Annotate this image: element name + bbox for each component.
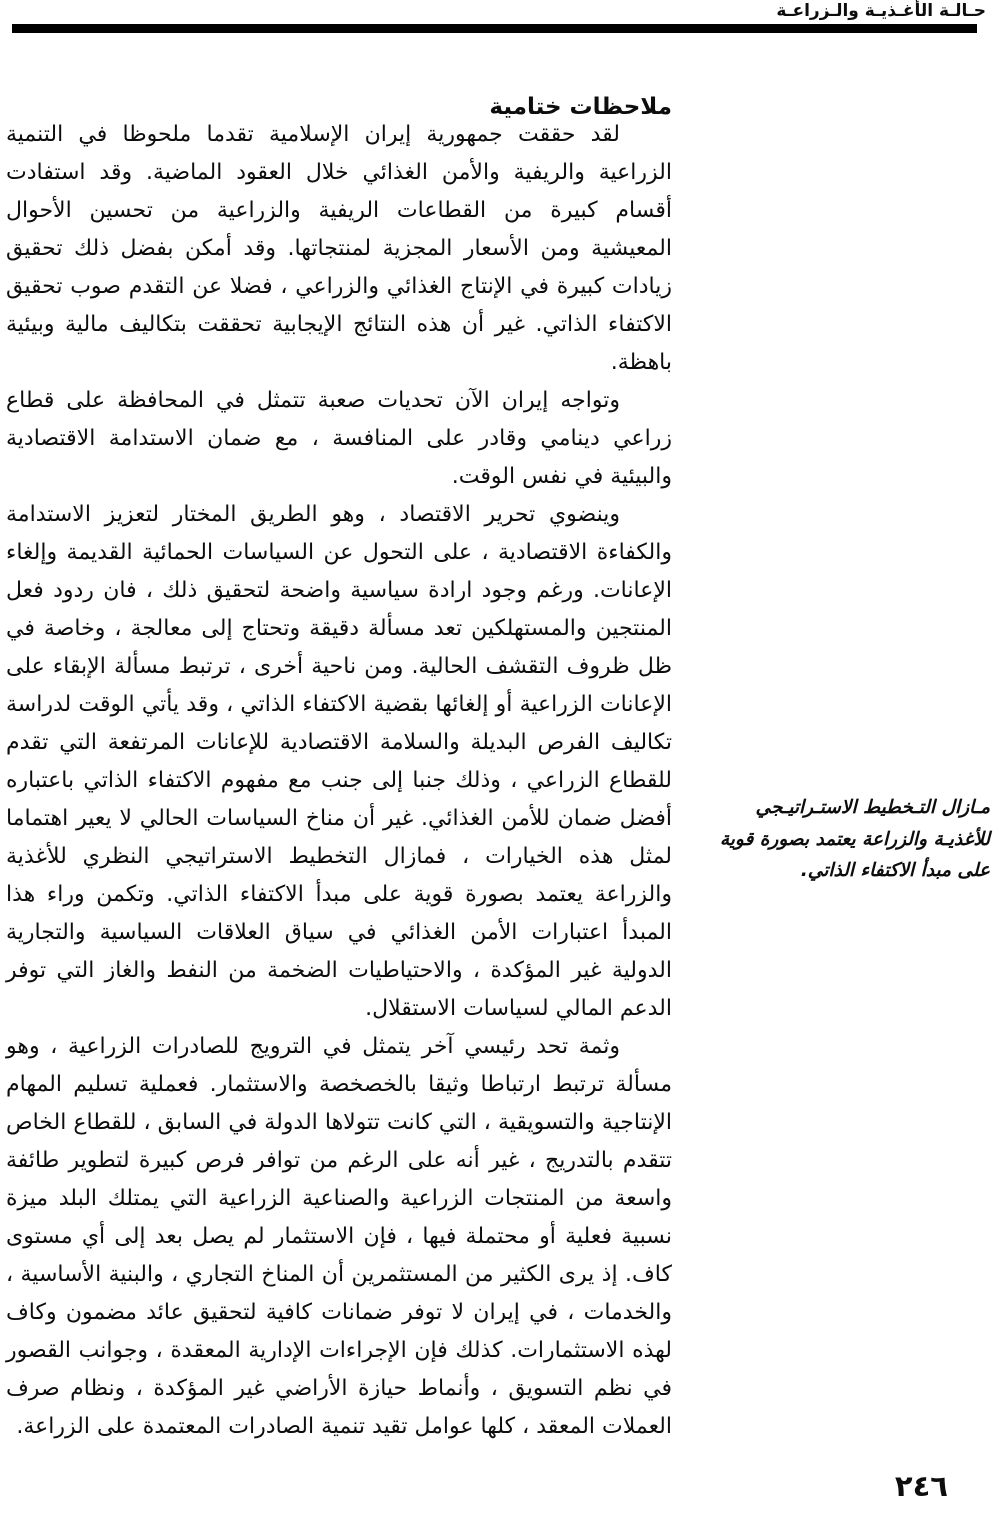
paragraph: وينضوي تحرير الاقتصاد ، وهو الطريق المختار لتعزيز الاستدامة والكفاءة الاقتصادية ، على التحول عن السياسات الحمائية القديمة وإلغاء الإعانات. ورغم وجود ارادة سياسية واضحة لتحقيق ذلك ، فان ردود فعل المنتجين والمستهلكين تعد مسألة دقيقة وتحتاج إلى معالجة ، وخاصة في ظل ظروف التقشف الحالية. ومن ناحية أخرى ، ترتبط مسألة الإبقاء على الإعانات الزراعية أو إلغائها بقضية الاكتفاء الذاتي ، وقد يأتي الوقت لدراسة تكاليف الفرص البديلة والسلامة الاقتصادية للإعانات المرتفعة التي تقدم للقطاع الزراعي ، وذلك جنبا إلى جنب مع مفهوم الاكتفاء الذاتي باعتباره أفضل ضمان للأمن الغذائي. غير أن مناخ السياسات الحالي لا يعير اهتماما لمثل هذه الخيارات ، فمازال التخطيط الاستراتيجي النظري للأغذية والزراعة يعتمد بصورة قوية على مبدأ الاكتفاء الذاتي. وتكمن وراء هذا المبدأ اعتبارات الأمن الغذائي في سياق العلاقات السياسية والتجارية الدولية غير المؤكدة ، والاحتياطيات الضخمة من النفط والغاز التي توفر الدعم المالي لسياسات الاستقلال. — [6, 502, 672, 1021]
body-text-column — [6, 116, 672, 1446]
paragraph: وتواجه إيران الآن تحديات صعبة تتمثل في المحافظة على قطاع زراعي دينامي وقادر على المنافسة ، مع ضمان الاستدامة الاقتصادية والبيئية في نفس الوقت. — [6, 388, 672, 489]
running-header-title: حـالـة الأغـذيـة والـزراعـة — [776, 1, 986, 21]
header-rule — [12, 24, 977, 33]
paragraph: وثمة تحد رئيسي آخر يتمثل في الترويج للصادرات الزراعية ، وهو مسألة ترتبط ارتباطا وثيقا بالخصخصة والاستثمار. فعملية تسليم المهام الإنتاجية والتسويقية ، التي كانت تتولاها الدولة في السابق ، للقطاع الخاص تتقدم بالتدريج ، غير أنه على الرغم من توافر فرص كبيرة لتطوير طائفة واسعة من المنتجات الزراعية والصناعية الزراعية التي يمتلك البلد ميزة نسبية فعلية أو محتملة فيها ، فإن الاستثمار لم يصل بعد إلى أي مستوى كاف. إذ يرى الكثير من المستثمرين أن المناخ التجاري ، والبنية الأساسية ، والخدمات ، في إيران لا توفر ضمانات كافية لتحقيق عائد مضمون وكاف لهذه الاستثمارات. كذلك فإن الإجراءات الإدارية المعقدة ، وجوانب القصور في نظم التسويق ، وأنماط حيازة الأراضي غير المؤكدة ، ونظام صرف العملات المعقد ، كلها عوامل تقيد تنمية الصادرات المعتمدة على الزراعة. — [6, 1034, 672, 1439]
page-number: ٢٤٦ — [894, 1469, 948, 1503]
section-heading-text: ملاحظات ختامية — [489, 94, 672, 120]
paragraph: لقد حققت جمهورية إيران الإسلامية تقدما ملحوظا في التنمية الزراعية والريفية والأمن الغذائي خلال العقود الماضية. وقد استفادت أقسام كبيرة من القطاعات الريفية والزراعية من تحسين الأحوال المعيشية ومن الأسعار المجزية لمنتجاتها. وقد أمكن بفضل ذلك تحقيق زيادات كبيرة في الإنتاج الغذائي والزراعي ، فضلا عن التقدم صوب تحقيق الاكتفاء الذاتي. غير أن هذه النتائج الإيجابية تحققت بتكاليف مالية وبيئية باهظة. — [6, 122, 672, 375]
margin-note: مـازال التـخطيط الاستـراتيـجي للأغذيـة والزراعة يعتمد بصورة قوية على مبدأ الاكتفاء الذاتي. — [719, 797, 990, 881]
